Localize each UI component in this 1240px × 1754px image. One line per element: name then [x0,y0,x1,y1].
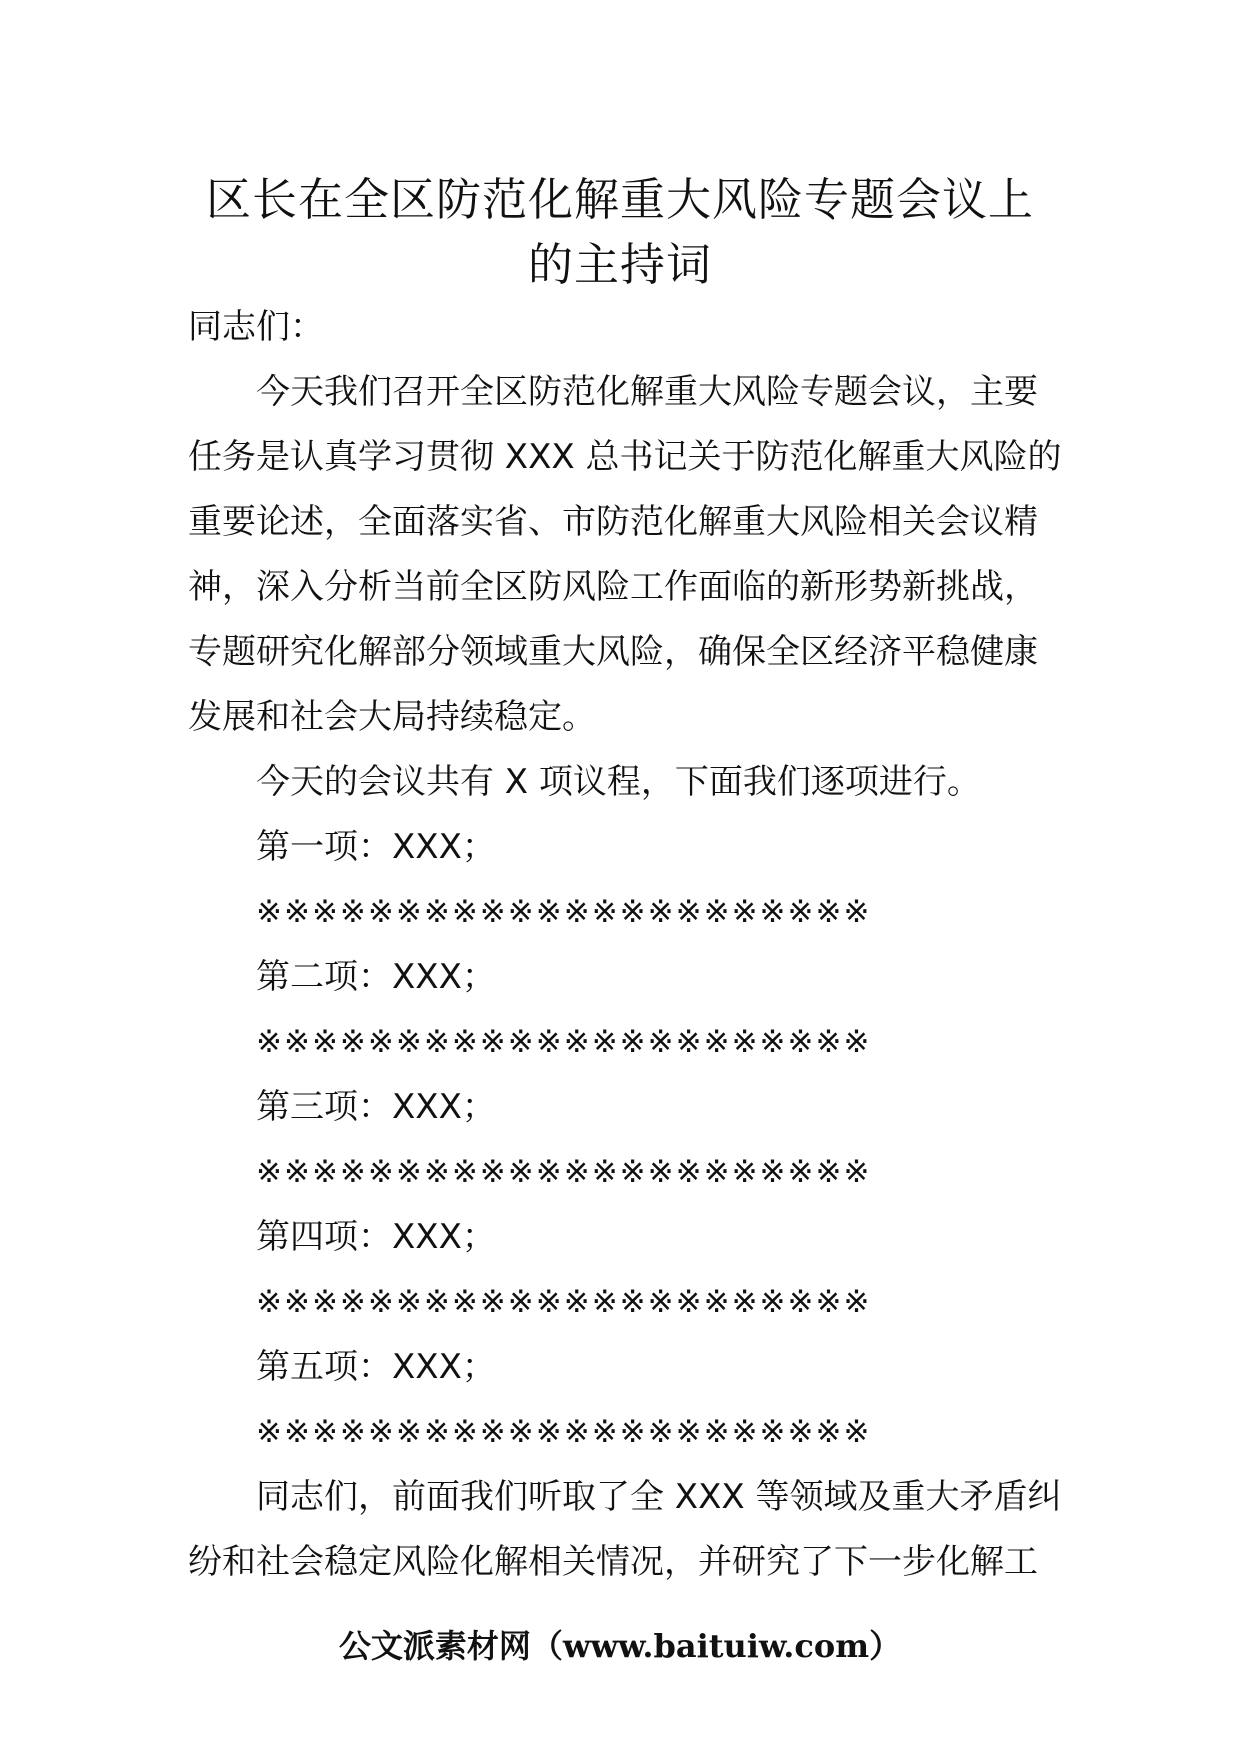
agenda-item-detail: ※※※※※※※※※※※※※※※※※※※※※※ [256,1024,872,1060]
closing-paragraph-line: 纷和社会稳定风险化解相关情况，并研究了下一步化解工 [188,1542,1038,1582]
paragraph-line: 发展和社会大局持续稳定。 [188,697,596,737]
agenda-item: 第三项：XXX； [256,1087,496,1127]
document-title-line-2: 的主持词 [527,238,712,291]
paragraph-line: 重要论述，全面落实省、市防范化解重大风险相关会议精 [188,502,1038,542]
paragraph-line: 今天我们召开全区防范化解重大风险专题会议，主要 [256,372,1038,412]
agenda-item: 第四项：XXX； [256,1217,496,1257]
footer-watermark: 公文派素材网（www.baituiw.com） [338,1627,902,1665]
agenda-item: 第一项：XXX； [256,827,496,867]
agenda-item: 第二项：XXX； [256,957,496,997]
paragraph-line: 神，深入分析当前全区防风险工作面临的新形势新挑战， [188,567,1038,607]
agenda-intro: 今天的会议共有 X 项议程，下面我们逐项进行。 [256,762,981,802]
agenda-item-detail: ※※※※※※※※※※※※※※※※※※※※※※ [256,894,872,930]
agenda-item: 第五项：XXX； [256,1347,496,1387]
document-body [188,295,1068,1595]
document-title-line-1: 区长在全区防范化解重大风险专题会议上 [205,173,1034,226]
agenda-item-detail: ※※※※※※※※※※※※※※※※※※※※※※ [256,1284,872,1320]
closing-paragraph-line: 同志们，前面我们听取了全 XXX 等领域及重大矛盾纠 [256,1477,1062,1517]
agenda-item-detail: ※※※※※※※※※※※※※※※※※※※※※※ [256,1154,872,1190]
paragraph-line: 专题研究化解部分领域重大风险，确保全区经济平稳健康 [188,632,1038,672]
agenda-item-detail: ※※※※※※※※※※※※※※※※※※※※※※ [256,1414,872,1450]
salutation: 同志们： [188,307,324,347]
paragraph-line: 任务是认真学习贯彻 XXX 总书记关于防范化解重大风险的 [188,437,1062,477]
